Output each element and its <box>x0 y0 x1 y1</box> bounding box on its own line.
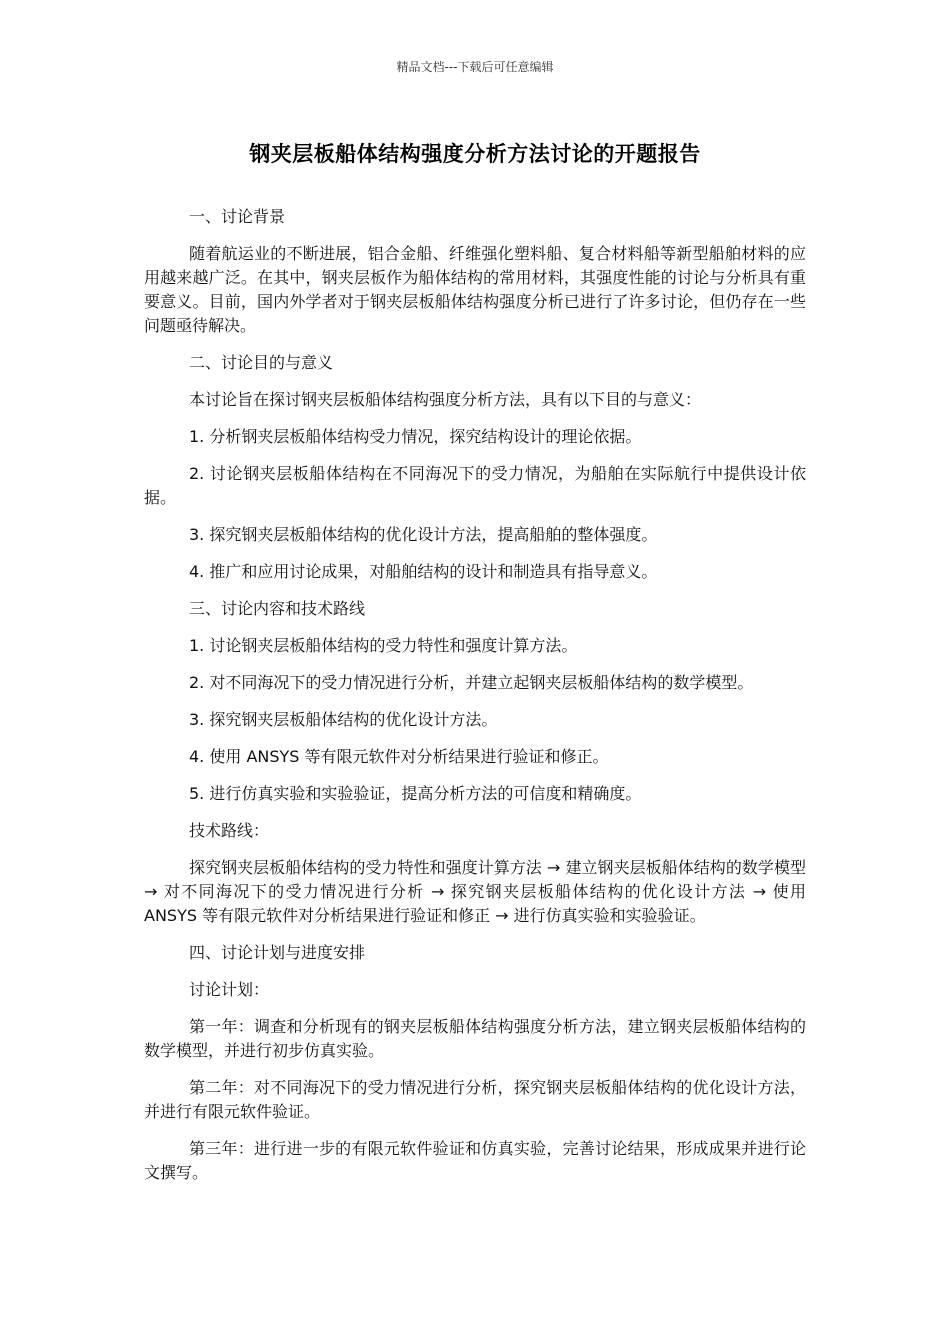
purpose-item-1: 1. 分析钢夹层板船体结构受力情况，探究结构设计的理论依据。 <box>189 427 642 446</box>
content-item-4: 4. 使用 ANSYS 等有限元软件对分析结果进行验证和修正。 <box>189 747 609 766</box>
tech-route-label: 技术路线： <box>189 821 270 840</box>
plan-year-2: 第二年：对不同海况下的受力情况进行分析，探究钢夹层板船体结构的优化设计方法，并进行有限元软件验证。 <box>144 1078 806 1121</box>
tech-route-text: 探究钢夹层板船体结构的受力特性和强度计算方法 → 建立钢夹层板船体结构的数学模型 → 对不同海况下的受力情况进行分析 → 探究钢夹层板船体结构的优化设计方法 → 使用 ANSYS 等有限元软件对分析结果进行验证和修正 → 进行仿真实验和实验验证。 <box>144 858 806 925</box>
plan-year-1: 第一年：调查和分析现有的钢夹层板船体结构强度分析方法，建立钢夹层板船体结构的数学模型，并进行初步仿真实验。 <box>144 1017 806 1060</box>
purpose-item-3: 3. 探究钢夹层板船体结构的优化设计方法，提高船舶的整体强度。 <box>189 525 658 544</box>
plan-label: 讨论计划： <box>189 980 270 999</box>
content-item-3: 3. 探究钢夹层板船体结构的优化设计方法。 <box>189 710 498 729</box>
paragraph-background: 随着航运业的不断进展，铝合金船、纤维强化塑料船、复合材料船等新型船舶材料的应用越来越广泛。在其中，钢夹层板作为船体结构的常用材料，其强度性能的讨论与分析具有重要意义。目前，国内外学者对于钢夹层板船体结构强度分析已进行了许多讨论，但仍存在一些问题亟待解决。 <box>144 244 806 335</box>
section-heading-content: 三、讨论内容和技术路线 <box>189 599 366 618</box>
content-item-1: 1. 讨论钢夹层板船体结构的受力特性和强度计算方法。 <box>189 636 578 655</box>
plan-year-3: 第三年：进行进一步的有限元软件验证和仿真实验，完善讨论结果，形成成果并进行论文撰写。 <box>144 1139 806 1182</box>
section-heading-plan: 四、讨论计划与进度安排 <box>189 943 366 962</box>
header-note: 精品文档---下载后可任意编辑 <box>396 60 554 74</box>
section-heading-purpose: 二、讨论目的与意义 <box>189 353 334 372</box>
document-title: 钢夹层板船体结构强度分析方法讨论的开题报告 <box>249 142 701 166</box>
paragraph-purpose-intro: 本讨论旨在探讨钢夹层板船体结构强度分析方法，具有以下目的与意义： <box>189 390 702 409</box>
document-body <box>144 205 806 1198</box>
section-heading-background: 一、讨论背景 <box>189 207 286 226</box>
content-item-2: 2. 对不同海况下的受力情况进行分析，并建立起钢夹层板船体结构的数学模型。 <box>189 673 754 692</box>
content-item-5: 5. 进行仿真实验和实验验证，提高分析方法的可信度和精确度。 <box>189 784 642 803</box>
purpose-item-2: 2. 讨论钢夹层板船体结构在不同海况下的受力情况，为船舶在实际航行中提供设计依据。 <box>144 464 806 507</box>
purpose-item-4: 4. 推广和应用讨论成果，对船舶结构的设计和制造具有指导意义。 <box>189 562 658 581</box>
